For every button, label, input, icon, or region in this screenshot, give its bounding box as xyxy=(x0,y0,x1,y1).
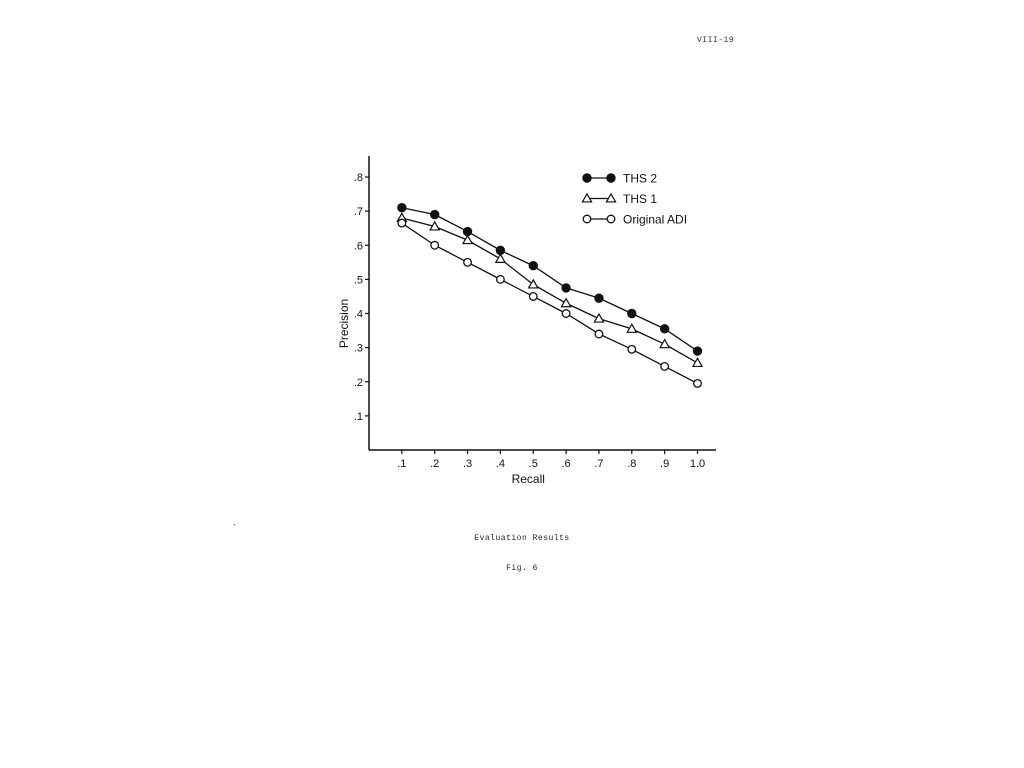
y-tick-label: .7 xyxy=(353,206,363,219)
x-tick-label: .3 xyxy=(462,458,473,470)
data-point xyxy=(529,293,537,301)
series-ths-1 xyxy=(397,213,702,366)
chart-legend xyxy=(582,172,687,227)
data-point xyxy=(694,380,702,388)
y-tick-label: .1 xyxy=(353,410,363,423)
series-original-adi xyxy=(398,219,701,387)
x-tick-label: .1 xyxy=(397,458,407,470)
data-point xyxy=(562,299,571,307)
y-tick-label: .5 xyxy=(353,274,363,287)
legend-marker xyxy=(607,174,615,182)
x-axis-title: Recall xyxy=(511,472,545,486)
legend-marker xyxy=(583,174,591,182)
figure-number: Fig. 6 xyxy=(506,564,538,573)
data-point xyxy=(398,204,406,212)
legend-entry xyxy=(583,172,658,186)
figure-caption: Evaluation Results xyxy=(474,534,570,543)
x-tick-label: .4 xyxy=(495,458,505,470)
data-point xyxy=(562,284,570,292)
data-point xyxy=(660,325,668,333)
y-tick-label: .6 xyxy=(353,240,363,253)
chart-axes xyxy=(369,156,716,450)
data-point xyxy=(562,310,570,318)
data-point xyxy=(693,358,702,366)
x-tick-label: .7 xyxy=(594,458,604,470)
data-point xyxy=(595,330,603,338)
data-point xyxy=(628,309,636,317)
data-point xyxy=(431,241,439,249)
data-point xyxy=(661,363,669,371)
x-tick-label: .5 xyxy=(528,458,538,470)
legend-marker xyxy=(607,215,615,223)
series-line xyxy=(402,223,698,383)
legend-entry xyxy=(583,213,687,227)
y-axis-title: Precision xyxy=(337,298,351,349)
y-tick-label: .4 xyxy=(353,308,363,321)
data-point xyxy=(628,346,636,354)
chart-series xyxy=(397,204,702,388)
x-tick-label: .9 xyxy=(660,458,670,470)
legend-label: THS 1 xyxy=(623,192,658,206)
data-point xyxy=(529,262,537,270)
data-point xyxy=(529,280,538,288)
page-number: VIII-19 xyxy=(697,36,735,45)
stray-mark: - xyxy=(232,521,237,530)
series-line xyxy=(402,208,698,351)
y-tick-label: .8 xyxy=(353,172,363,184)
legend-marker xyxy=(583,215,591,223)
x-tick-label: .6 xyxy=(561,458,571,470)
y-tick-label: .3 xyxy=(353,342,363,355)
data-point xyxy=(496,254,505,262)
data-point xyxy=(693,347,701,355)
legend-entry xyxy=(582,192,657,206)
legend-label: Original ADI xyxy=(623,212,688,227)
x-tick-label: .8 xyxy=(627,458,637,470)
data-point xyxy=(594,314,603,322)
data-point xyxy=(431,210,439,218)
data-point xyxy=(464,259,472,267)
series-line xyxy=(402,218,698,363)
data-point xyxy=(595,294,603,302)
data-point xyxy=(463,236,472,244)
x-tick-label: 1.0 xyxy=(689,458,706,470)
y-tick-label: .2 xyxy=(353,376,363,389)
data-point xyxy=(398,219,406,227)
x-tick-label: .2 xyxy=(430,458,440,470)
data-point xyxy=(497,276,505,284)
legend-label: THS 2 xyxy=(623,171,658,186)
data-point xyxy=(660,340,669,348)
